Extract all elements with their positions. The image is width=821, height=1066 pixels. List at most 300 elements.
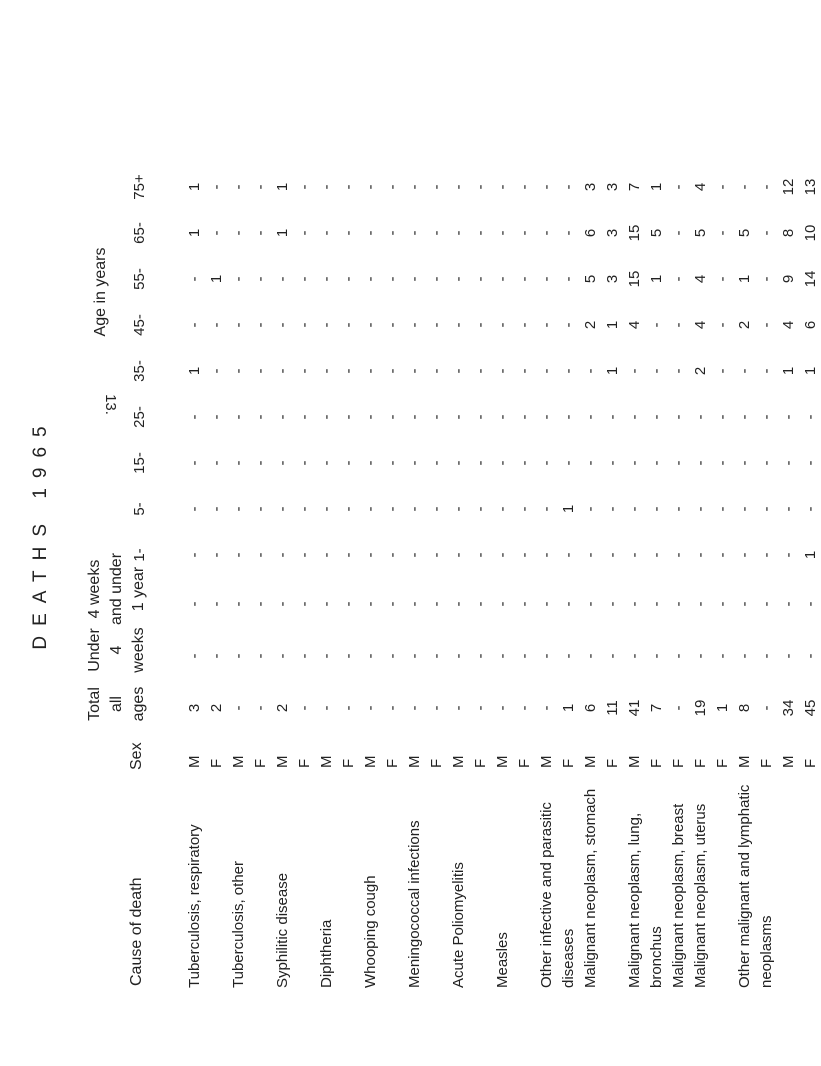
value-cell: 1 [647, 182, 665, 192]
value-cell: - [427, 184, 445, 190]
value-cell: 1 [801, 550, 819, 560]
value-cell: 1 [713, 703, 731, 713]
value-cell: 5 [735, 228, 753, 238]
value-cell: 5 [581, 274, 599, 284]
value-cell: - [713, 368, 731, 374]
value-cell: - [493, 506, 511, 512]
value-cell: - [713, 653, 731, 659]
value-cell: - [361, 653, 379, 659]
value-cell: - [251, 460, 269, 466]
table-row [667, 164, 689, 1066]
value-cell: - [383, 460, 401, 466]
sex-cell: F [647, 758, 665, 768]
value-cell: - [207, 601, 225, 607]
value-cell: - [449, 552, 467, 558]
value-cell: - [317, 230, 335, 236]
value-cell: - [603, 506, 621, 512]
value-cell: - [757, 230, 775, 236]
value-cell: - [537, 414, 555, 420]
header-sex: Sex [128, 742, 145, 770]
value-cell: - [669, 601, 687, 607]
value-cell: - [603, 653, 621, 659]
value-cell: - [427, 552, 445, 558]
value-cell: - [801, 460, 819, 466]
value-cell: 3 [581, 182, 599, 192]
cause-cell: diseases [559, 928, 577, 988]
sex-cell: F [757, 758, 775, 768]
sex-cell: F [207, 758, 225, 768]
value-cell: - [229, 368, 247, 374]
value-cell: - [515, 601, 533, 607]
value-cell: - [757, 705, 775, 711]
value-cell: - [471, 653, 489, 659]
cause-cell: Malignant neoplasm, lung, [625, 812, 643, 988]
value-cell: - [559, 601, 577, 607]
value-cell: 6 [581, 703, 599, 713]
value-cell: - [713, 552, 731, 558]
value-cell: - [669, 368, 687, 374]
value-cell: - [581, 601, 599, 607]
value-cell: 1 [559, 504, 577, 514]
value-cell: - [185, 653, 203, 659]
value-cell: - [361, 506, 379, 512]
value-cell: - [405, 460, 423, 466]
value-cell: - [449, 230, 467, 236]
value-cell: - [273, 601, 291, 607]
value-cell: - [493, 276, 511, 282]
value-cell: - [383, 322, 401, 328]
value-cell: - [559, 368, 577, 374]
value-cell: - [581, 368, 599, 374]
value-cell: - [207, 414, 225, 420]
value-cell: - [317, 460, 335, 466]
table-row [447, 164, 469, 1066]
value-cell: - [515, 705, 533, 711]
value-cell: - [801, 506, 819, 512]
header-4weeks-line3: 1 year [130, 566, 147, 612]
value-cell: - [229, 276, 247, 282]
value-cell: - [493, 184, 511, 190]
value-cell: - [515, 653, 533, 659]
sex-cell: M [185, 755, 203, 768]
value-cell: - [273, 506, 291, 512]
table-row [535, 164, 557, 1066]
value-cell: - [251, 414, 269, 420]
value-cell: - [339, 460, 357, 466]
value-cell: - [537, 230, 555, 236]
value-cell: - [339, 653, 357, 659]
header-age-75: 75+ [130, 174, 148, 200]
value-cell: - [273, 460, 291, 466]
value-cell: - [383, 368, 401, 374]
value-cell: 1 [779, 366, 797, 376]
value-cell: 2 [691, 366, 709, 376]
value-cell: - [713, 322, 731, 328]
value-cell: - [471, 184, 489, 190]
value-cell: 1 [185, 228, 203, 238]
value-cell: - [405, 184, 423, 190]
value-cell: - [515, 276, 533, 282]
table-row [249, 164, 271, 1066]
value-cell: - [735, 368, 753, 374]
value-cell: - [339, 705, 357, 711]
value-cell: - [449, 184, 467, 190]
value-cell: - [493, 601, 511, 607]
header-age-5: 5- [130, 502, 148, 516]
value-cell: - [207, 368, 225, 374]
page-title: DEATHS 1965 [30, 416, 51, 650]
value-cell: - [427, 230, 445, 236]
value-cell: - [691, 414, 709, 420]
value-cell: - [559, 184, 577, 190]
value-cell: - [625, 368, 643, 374]
value-cell: - [361, 601, 379, 607]
value-cell: 1 [801, 366, 819, 376]
value-cell: - [273, 322, 291, 328]
value-cell: - [273, 552, 291, 558]
value-cell: - [603, 601, 621, 607]
value-cell: - [537, 276, 555, 282]
value-cell: - [427, 460, 445, 466]
value-cell: - [581, 414, 599, 420]
value-cell: - [757, 460, 775, 466]
deaths-table [183, 164, 821, 1066]
value-cell: - [669, 506, 687, 512]
value-cell: 45 [801, 699, 819, 717]
value-cell: - [581, 653, 599, 659]
value-cell: - [295, 184, 313, 190]
value-cell: - [625, 506, 643, 512]
table-row [359, 164, 381, 1066]
cause-cell: Syphilitic disease [273, 872, 291, 988]
value-cell: - [757, 601, 775, 607]
table-row [623, 164, 645, 1066]
value-cell: - [449, 322, 467, 328]
value-cell: - [647, 460, 665, 466]
sex-cell: F [515, 758, 533, 768]
value-cell: - [713, 601, 731, 607]
value-cell: 2 [207, 703, 225, 713]
value-cell: - [273, 414, 291, 420]
header-age-25: 25- [130, 406, 148, 428]
value-cell: - [559, 552, 577, 558]
value-cell: - [383, 653, 401, 659]
value-cell: - [779, 506, 797, 512]
value-cell: - [339, 184, 357, 190]
value-cell: 1 [273, 182, 291, 192]
value-cell: - [713, 414, 731, 420]
value-cell: - [515, 184, 533, 190]
value-cell: - [559, 322, 577, 328]
value-cell: - [647, 368, 665, 374]
table-row [733, 164, 755, 1066]
value-cell: - [449, 414, 467, 420]
value-cell: - [185, 276, 203, 282]
value-cell: - [229, 184, 247, 190]
value-cell: - [361, 460, 379, 466]
value-cell: - [603, 414, 621, 420]
cause-cell [249, 776, 271, 1066]
cause-cell: Diphtheria [317, 919, 335, 988]
header-age-45: 45- [130, 314, 148, 336]
cause-cell: Measles [493, 932, 511, 988]
value-cell: - [713, 460, 731, 466]
value-cell: - [317, 552, 335, 558]
value-cell: - [207, 322, 225, 328]
sex-cell: M [581, 755, 599, 768]
value-cell: 10 [801, 224, 819, 242]
value-cell: - [339, 552, 357, 558]
value-cell: - [581, 552, 599, 558]
table-row [183, 164, 205, 1066]
sex-cell: M [537, 755, 555, 768]
table-row [557, 164, 579, 1066]
value-cell: - [559, 460, 577, 466]
header-4weeks-line1: 4 weeks [86, 559, 103, 619]
value-cell: - [537, 506, 555, 512]
value-cell: - [625, 653, 643, 659]
value-cell: - [691, 506, 709, 512]
value-cell: - [251, 276, 269, 282]
value-cell: - [229, 506, 247, 512]
cause-cell: neoplasms [757, 915, 775, 988]
value-cell: - [493, 414, 511, 420]
cause-cell [337, 776, 359, 1066]
value-cell: 1 [185, 366, 203, 376]
value-cell: 1 [207, 274, 225, 284]
table-row [469, 164, 491, 1066]
value-cell: - [295, 414, 313, 420]
value-cell: 1 [603, 366, 621, 376]
value-cell: - [251, 322, 269, 328]
cause-cell [205, 776, 227, 1066]
cause-cell: Other infective and parasitic [537, 802, 555, 988]
value-cell: - [251, 368, 269, 374]
value-cell: - [185, 552, 203, 558]
value-cell: - [669, 460, 687, 466]
value-cell: - [295, 552, 313, 558]
table-row [403, 164, 425, 1066]
value-cell: 41 [625, 699, 643, 717]
value-cell: - [251, 506, 269, 512]
value-cell: - [581, 506, 599, 512]
value-cell: - [405, 506, 423, 512]
value-cell: - [493, 552, 511, 558]
value-cell: - [471, 276, 489, 282]
page-number: 13. [101, 394, 119, 415]
value-cell: - [669, 705, 687, 711]
value-cell: - [405, 276, 423, 282]
value-cell: - [229, 460, 247, 466]
table-row [205, 164, 227, 1066]
value-cell: 7 [625, 182, 643, 192]
value-cell: - [647, 506, 665, 512]
value-cell: - [779, 601, 797, 607]
value-cell: - [779, 414, 797, 420]
sex-cell: M [361, 755, 379, 768]
value-cell: - [449, 276, 467, 282]
value-cell: 7 [647, 703, 665, 713]
value-cell: - [537, 601, 555, 607]
value-cell: - [405, 368, 423, 374]
table-row [425, 164, 447, 1066]
value-cell: - [471, 460, 489, 466]
value-cell: - [295, 705, 313, 711]
value-cell: - [273, 368, 291, 374]
value-cell: - [559, 414, 577, 420]
value-cell: - [669, 276, 687, 282]
value-cell: - [757, 276, 775, 282]
value-cell: - [537, 705, 555, 711]
value-cell: - [801, 601, 819, 607]
value-cell: - [515, 322, 533, 328]
sex-cell: M [493, 755, 511, 768]
value-cell: - [735, 601, 753, 607]
value-cell: 4 [691, 182, 709, 192]
value-cell: - [229, 601, 247, 607]
value-cell: - [669, 653, 687, 659]
value-cell: - [515, 368, 533, 374]
value-cell: - [339, 368, 357, 374]
sex-cell: F [339, 758, 357, 768]
value-cell: - [185, 506, 203, 512]
value-cell: - [669, 322, 687, 328]
value-cell: - [471, 552, 489, 558]
value-cell: 3 [603, 274, 621, 284]
value-cell: - [449, 601, 467, 607]
value-cell: - [295, 601, 313, 607]
sex-cell: M [449, 755, 467, 768]
value-cell: - [625, 460, 643, 466]
cause-cell [293, 776, 315, 1066]
value-cell: 14 [801, 270, 819, 288]
cause-cell: bronchus [647, 926, 665, 988]
value-cell: - [185, 414, 203, 420]
value-cell: - [251, 184, 269, 190]
value-cell: - [207, 230, 225, 236]
value-cell: - [427, 653, 445, 659]
header-under4-line3: weeks [130, 627, 147, 673]
value-cell: - [317, 276, 335, 282]
value-cell: - [647, 601, 665, 607]
sex-cell: F [603, 758, 621, 768]
value-cell: - [757, 506, 775, 512]
header-age-35: 35- [130, 360, 148, 382]
value-cell: 2 [735, 320, 753, 330]
value-cell: 15 [625, 224, 643, 242]
value-cell: 2 [273, 703, 291, 713]
value-cell: - [537, 460, 555, 466]
value-cell: - [339, 506, 357, 512]
header-cause-of-death: Cause of death [128, 877, 145, 986]
cause-cell: Malignant neoplasm, stomach [581, 788, 599, 988]
value-cell: - [449, 705, 467, 711]
cause-cell: Malignant neoplasm, uterus [691, 803, 709, 988]
value-cell: - [383, 506, 401, 512]
value-cell: - [757, 368, 775, 374]
value-cell: - [471, 414, 489, 420]
value-cell: - [295, 460, 313, 466]
cause-cell [601, 776, 623, 1066]
value-cell: - [559, 653, 577, 659]
value-cell: - [207, 184, 225, 190]
value-cell: 19 [691, 699, 709, 717]
value-cell: - [801, 653, 819, 659]
value-cell: - [317, 414, 335, 420]
table-row [381, 164, 403, 1066]
value-cell: - [427, 414, 445, 420]
value-cell: 1 [735, 274, 753, 284]
value-cell: 4 [625, 320, 643, 330]
value-cell: - [537, 368, 555, 374]
value-cell: - [801, 414, 819, 420]
value-cell: - [229, 653, 247, 659]
value-cell: - [251, 230, 269, 236]
value-cell: - [405, 414, 423, 420]
value-cell: - [361, 705, 379, 711]
table-row [491, 164, 513, 1066]
value-cell: - [405, 653, 423, 659]
value-cell: 9 [779, 274, 797, 284]
cause-cell: Whooping cough [361, 875, 379, 988]
cause-cell: Other malignant and lymphatic [735, 784, 753, 988]
cause-cell [469, 776, 491, 1066]
value-cell: - [713, 506, 731, 512]
header-under4-line2: 4 [108, 645, 125, 655]
cause-cell: Malignant neoplasm, breast [669, 803, 687, 988]
value-cell: - [691, 552, 709, 558]
sex-cell: F [801, 758, 819, 768]
value-cell: - [625, 552, 643, 558]
cause-cell [513, 776, 535, 1066]
value-cell: - [383, 705, 401, 711]
value-cell: - [537, 653, 555, 659]
value-cell: 12 [779, 178, 797, 196]
value-cell: - [493, 705, 511, 711]
table-row [645, 164, 667, 1066]
value-cell: - [713, 184, 731, 190]
age-header-row [128, 164, 150, 1066]
value-cell: - [515, 506, 533, 512]
value-cell: - [185, 601, 203, 607]
value-cell: 1 [559, 703, 577, 713]
value-cell: - [713, 276, 731, 282]
value-cell: - [317, 601, 335, 607]
value-cell: - [295, 276, 313, 282]
value-cell: - [207, 552, 225, 558]
value-cell: - [251, 552, 269, 558]
value-cell: - [427, 322, 445, 328]
value-cell: - [515, 230, 533, 236]
value-cell: - [493, 460, 511, 466]
value-cell: 5 [647, 228, 665, 238]
value-cell: - [295, 653, 313, 659]
table-row [689, 164, 711, 1066]
table-row [337, 164, 359, 1066]
value-cell: - [361, 368, 379, 374]
value-cell: 6 [581, 228, 599, 238]
value-cell: - [471, 705, 489, 711]
value-cell: 5 [691, 228, 709, 238]
value-cell: - [647, 653, 665, 659]
value-cell: - [515, 414, 533, 420]
value-cell: - [779, 460, 797, 466]
sex-cell: M [779, 755, 797, 768]
value-cell: - [647, 414, 665, 420]
value-cell: - [317, 368, 335, 374]
value-cell: - [603, 460, 621, 466]
header-total-line3: ages [130, 686, 147, 722]
